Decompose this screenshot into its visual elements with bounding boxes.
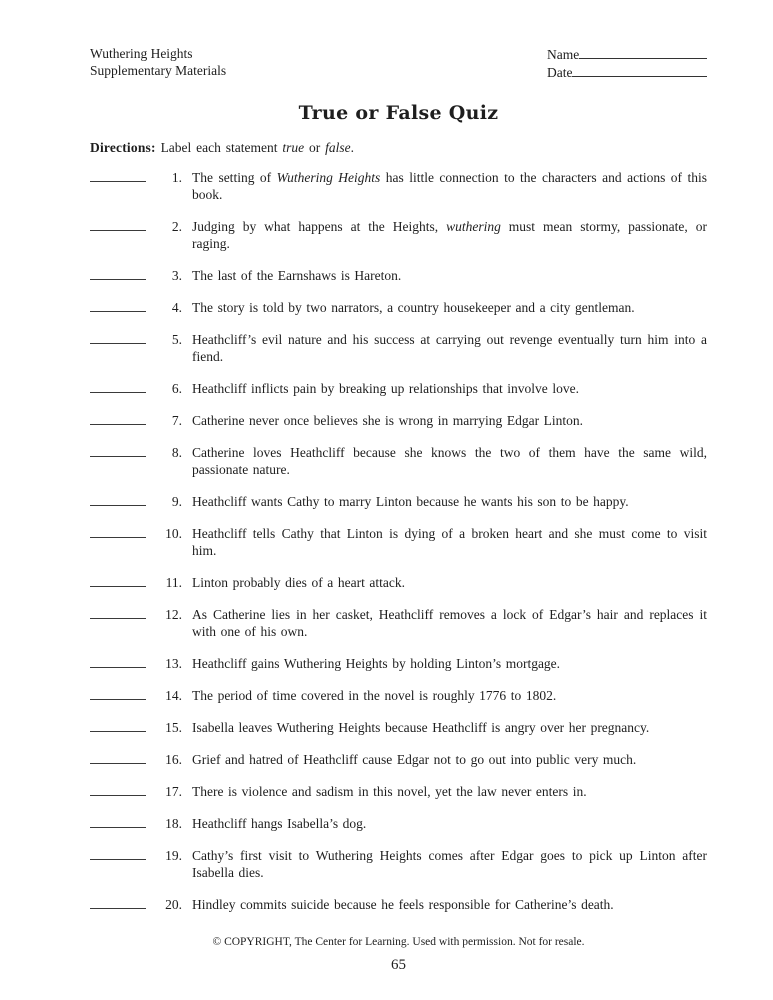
question-row bbox=[90, 217, 707, 252]
question-text: Linton probably dies of a heart attack. bbox=[192, 575, 406, 590]
question-text: The last of the Earnshaws is Hareton. bbox=[192, 268, 402, 283]
answer-blank bbox=[90, 814, 146, 828]
question-row bbox=[90, 330, 707, 365]
answer-blank bbox=[90, 443, 146, 457]
question-number: 13. bbox=[165, 656, 182, 671]
question-number: 15. bbox=[165, 720, 182, 735]
answer-blank bbox=[90, 168, 146, 182]
question-text: Heathcliff hangs Isabella’s dog. bbox=[192, 816, 367, 831]
question-number: 11. bbox=[165, 575, 182, 590]
question-text: Heathcliff tells Cathy that Linton is dying of a broken heart and she must come to visit him. bbox=[192, 526, 707, 558]
question-number: 2. bbox=[171, 219, 182, 234]
question-text: Catherine never once believes she is wrong in marrying Edgar Linton. bbox=[192, 413, 584, 428]
question-text: Cathy’s first visit to Wuthering Heights comes after Edgar goes to pick up Linton after Isabella dies. bbox=[192, 848, 707, 880]
question-text: There is violence and sadism in this novel, yet the law never enters in. bbox=[192, 784, 587, 799]
answer-blank bbox=[90, 524, 146, 538]
question-row bbox=[90, 846, 707, 881]
question-row bbox=[90, 814, 707, 832]
question-row bbox=[90, 686, 707, 704]
question-number: 6. bbox=[171, 381, 182, 396]
question-row bbox=[90, 895, 707, 913]
question-number: 3. bbox=[171, 268, 182, 283]
question-text: Catherine loves Heathcliff because she knows the two of them have the same wild, passionate nature. bbox=[192, 445, 707, 477]
question-text: The setting of Wuthering Heights has little connection to the characters and actions of this book. bbox=[192, 170, 707, 202]
question-text: Grief and hatred of Heathcliff cause Edgar not to go out into public very much. bbox=[192, 752, 637, 767]
answer-blank bbox=[90, 654, 146, 668]
question-number: 5. bbox=[171, 332, 182, 347]
question-row bbox=[90, 443, 707, 478]
question-text: The story is told by two narrators, a country housekeeper and a city gentleman. bbox=[192, 300, 635, 315]
question-row bbox=[90, 266, 707, 284]
subtitle: Supplementary Materials bbox=[90, 63, 227, 78]
question-row bbox=[90, 298, 707, 316]
answer-blank bbox=[90, 846, 146, 860]
question-text: Heathcliff gains Wuthering Heights by holding Linton’s mortgage. bbox=[192, 656, 561, 671]
question-text: Heathcliff inflicts pain by breaking up relationships that involve love. bbox=[192, 381, 579, 396]
directions-text: Label each statement true or false. bbox=[155, 140, 355, 155]
question-list bbox=[90, 168, 707, 913]
question-number: 12. bbox=[165, 607, 182, 622]
question-text: Isabella leaves Wuthering Heights because Heathcliff is angry over her pregnancy. bbox=[192, 720, 650, 735]
question-number: 17. bbox=[165, 784, 182, 799]
directions-label: Directions: bbox=[90, 140, 156, 155]
question-number: 16. bbox=[165, 752, 182, 767]
question-row bbox=[90, 718, 707, 736]
question-number: 10. bbox=[165, 526, 182, 541]
quiz-title: True or False Quiz bbox=[298, 102, 499, 124]
answer-blank bbox=[90, 895, 146, 909]
question-row bbox=[90, 492, 707, 510]
answer-blank bbox=[90, 750, 146, 764]
question-number: 14. bbox=[165, 688, 182, 703]
book-title: Wuthering Heights bbox=[90, 46, 193, 61]
header-right bbox=[547, 45, 707, 81]
answer-blank bbox=[90, 298, 146, 312]
question-number: 4. bbox=[171, 300, 182, 315]
answer-blank bbox=[90, 605, 146, 619]
question-number: 8. bbox=[171, 445, 182, 460]
question-row bbox=[90, 782, 707, 800]
question-text: Judging by what happens at the Heights, wuthering must mean stormy, passionate, or raging. bbox=[192, 219, 707, 251]
answer-blank bbox=[90, 718, 146, 732]
question-number: 20. bbox=[165, 897, 182, 912]
question-number: 18. bbox=[165, 816, 182, 831]
answer-blank bbox=[90, 782, 146, 796]
question-number: 1. bbox=[171, 170, 182, 185]
question-text: Hindley commits suicide because he feels responsible for Catherine’s death. bbox=[192, 897, 614, 912]
question-text: The period of time covered in the novel is roughly 1776 to 1802. bbox=[192, 688, 557, 703]
date-field bbox=[547, 63, 707, 81]
question-row bbox=[90, 573, 707, 591]
page-header bbox=[90, 45, 707, 81]
name-label: Name bbox=[547, 47, 580, 62]
question-row bbox=[90, 379, 707, 397]
answer-blank bbox=[90, 330, 146, 344]
answer-blank bbox=[90, 411, 146, 425]
name-underline bbox=[579, 45, 707, 59]
answer-blank bbox=[90, 573, 146, 587]
name-field bbox=[547, 45, 707, 63]
question-text: As Catherine lies in her casket, Heathcliff removes a lock of Edgar’s hair and replaces it with one of his own. bbox=[192, 607, 707, 639]
question-number: 19. bbox=[165, 848, 182, 863]
answer-blank bbox=[90, 266, 146, 280]
answer-blank bbox=[90, 217, 146, 231]
question-text: Heathcliff wants Cathy to marry Linton because he wants his son to be happy. bbox=[192, 494, 629, 509]
question-number: 9. bbox=[171, 494, 182, 509]
answer-blank bbox=[90, 492, 146, 506]
date-label: Date bbox=[547, 65, 573, 80]
question-row bbox=[90, 654, 707, 672]
header-left bbox=[90, 45, 226, 81]
question-row bbox=[90, 411, 707, 429]
page-number: 65 bbox=[391, 957, 406, 973]
directions bbox=[90, 139, 707, 156]
answer-blank bbox=[90, 686, 146, 700]
copyright-line: © COPYRIGHT, The Center for Learning. Used with permission. Not for resale. bbox=[212, 936, 585, 948]
answer-blank bbox=[90, 379, 146, 393]
date-underline bbox=[572, 63, 707, 77]
question-row bbox=[90, 168, 707, 203]
question-number: 7. bbox=[171, 413, 182, 428]
question-text: Heathcliff’s evil nature and his success at carrying out revenge eventually turn him into a fiend. bbox=[192, 332, 707, 364]
question-row bbox=[90, 605, 707, 640]
question-row bbox=[90, 750, 707, 768]
question-row bbox=[90, 524, 707, 559]
